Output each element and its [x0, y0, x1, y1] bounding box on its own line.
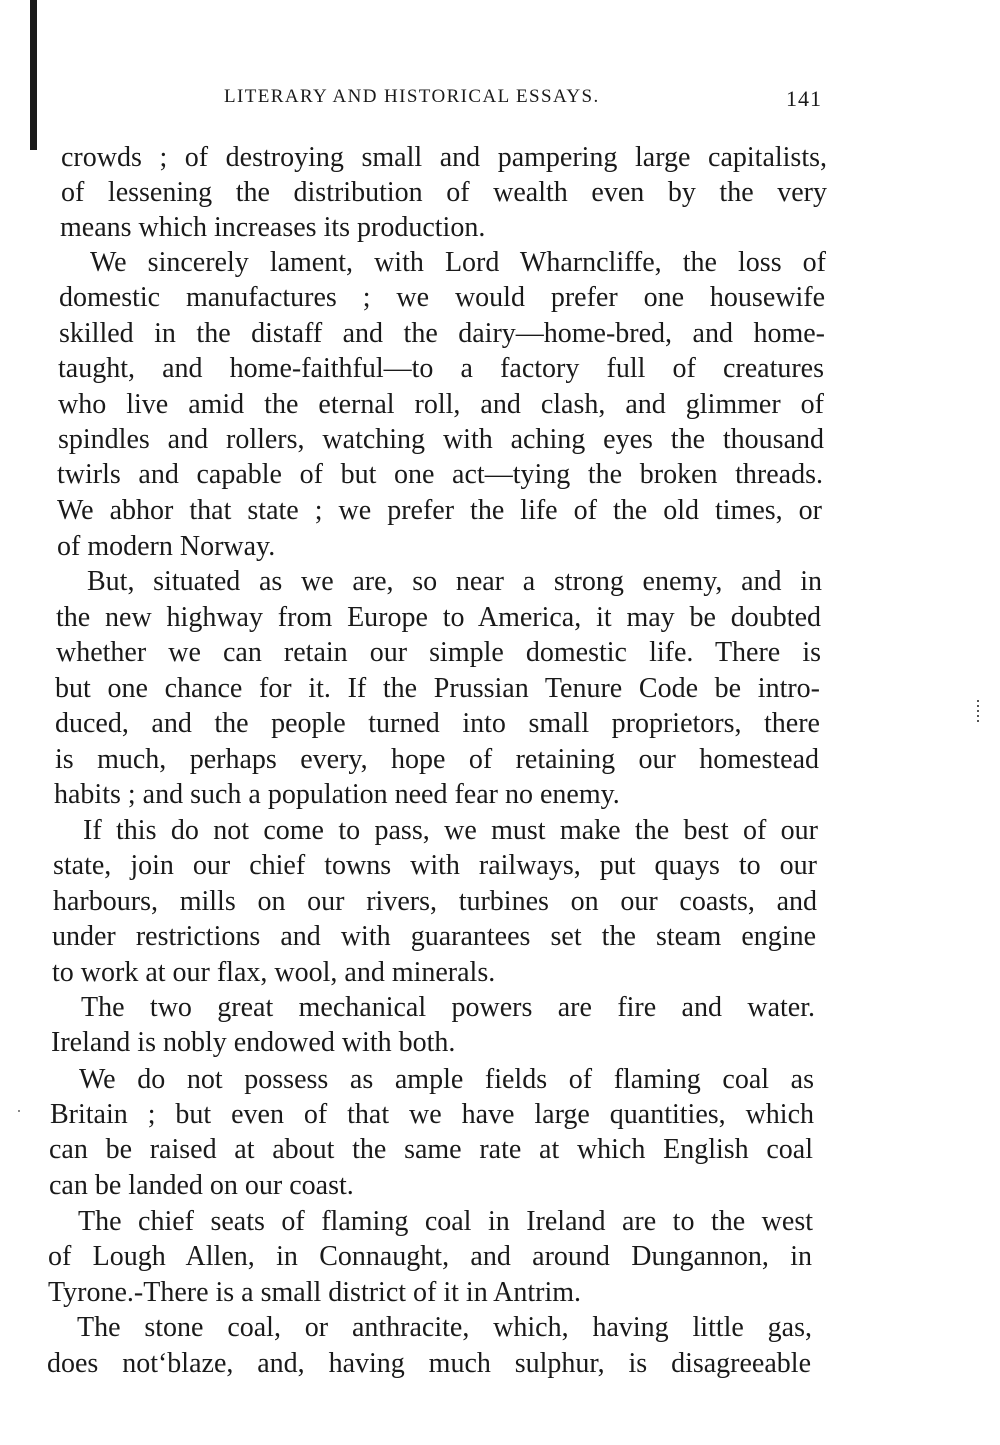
text-line: Britain ; but even of that we have large quantities, which — [50, 1099, 814, 1130]
paragraph-first-line: The chief seats of flaming coal in Ireland are to the west — [78, 1206, 813, 1237]
text-line: can be landed on our coast. — [49, 1170, 354, 1201]
text-line: to work at our flax, wool, and minerals. — [52, 957, 496, 988]
text-line: habits ; and such a population need fear no enemy. — [54, 779, 620, 810]
page-number: 141 — [786, 86, 822, 111]
text-line: twirls and capable of but one act—tying the broken threads. — [57, 459, 823, 490]
text-line: whether we can retain our simple domestic life. There is — [56, 637, 821, 668]
paragraph-first-line: The stone coal, or anthracite, which, having little gas, — [77, 1312, 812, 1343]
margin-dot — [18, 1110, 20, 1112]
text-line: state, join our chief towns with railways, put quays to our — [53, 850, 817, 881]
text-line: under restrictions and with guarantees set the steam engine — [52, 921, 816, 952]
paragraph-first-line: The two great mechanical powers are fire and water. — [81, 992, 815, 1023]
text-line: Ireland is nobly endowed with both. — [51, 1027, 456, 1058]
text-line: of modern Norway. — [57, 531, 276, 562]
text-line: Tyrone.-There is a small district of it in Antrim. — [48, 1277, 582, 1308]
paragraph-first-line: If this do not come to pass, we must make the best of our — [83, 815, 818, 846]
text-line: but one chance for it. If the Prussian Tenure Code be intro- — [55, 673, 820, 704]
text-line: of Lough Allen, in Connaught, and around Dungannon, in — [48, 1241, 812, 1272]
text-line: We abhor that state ; we prefer the life of the old times, or — [57, 495, 822, 526]
text-line: taught, and home-faithful—to a factory full of creatures — [58, 353, 824, 384]
text-line: is much, perhaps every, hope of retaining our homestead — [55, 744, 819, 775]
text-line: the new highway from Europe to America, it may be doubted — [56, 602, 821, 633]
paragraph-first-line: We do not possess as ample fields of flaming coal as — [79, 1064, 814, 1095]
paragraph-first-line: We sincerely lament, with Lord Wharncliffe, the loss of — [90, 247, 826, 278]
text-line: does not‘blaze, and, having much sulphur, is disagreeable — [47, 1348, 811, 1379]
margin-speck — [977, 700, 979, 722]
text-line: duced, and the people turned into small proprietors, there — [55, 708, 820, 739]
running-head — [224, 86, 824, 116]
text-line: spindles and rollers, watching with aching eyes the thousand — [58, 424, 824, 455]
text-line: crowds ; of destroying small and pampering large capitalists, — [61, 142, 827, 173]
paragraph-first-line: But, situated as we are, so near a strong enemy, and in — [87, 566, 822, 597]
text-line: of lessening the distribution of wealth even by the very — [61, 177, 827, 208]
text-line: skilled in the distaff and the dairy—home-bred, and home- — [59, 318, 825, 349]
page-binding-edge — [30, 0, 37, 150]
text-line: who live amid the eternal roll, and clash, and glimmer of — [58, 389, 824, 420]
text-line: harbours, mills on our rivers, turbines on our coasts, and — [53, 886, 817, 917]
running-title: LITERARY AND HISTORICAL ESSAYS. — [224, 86, 600, 107]
text-line: domestic manufactures ; we would prefer one housewife — [59, 282, 825, 313]
text-line: means which increases its production. — [60, 212, 486, 243]
text-line: can be raised at about the same rate at which English coal — [49, 1134, 813, 1165]
